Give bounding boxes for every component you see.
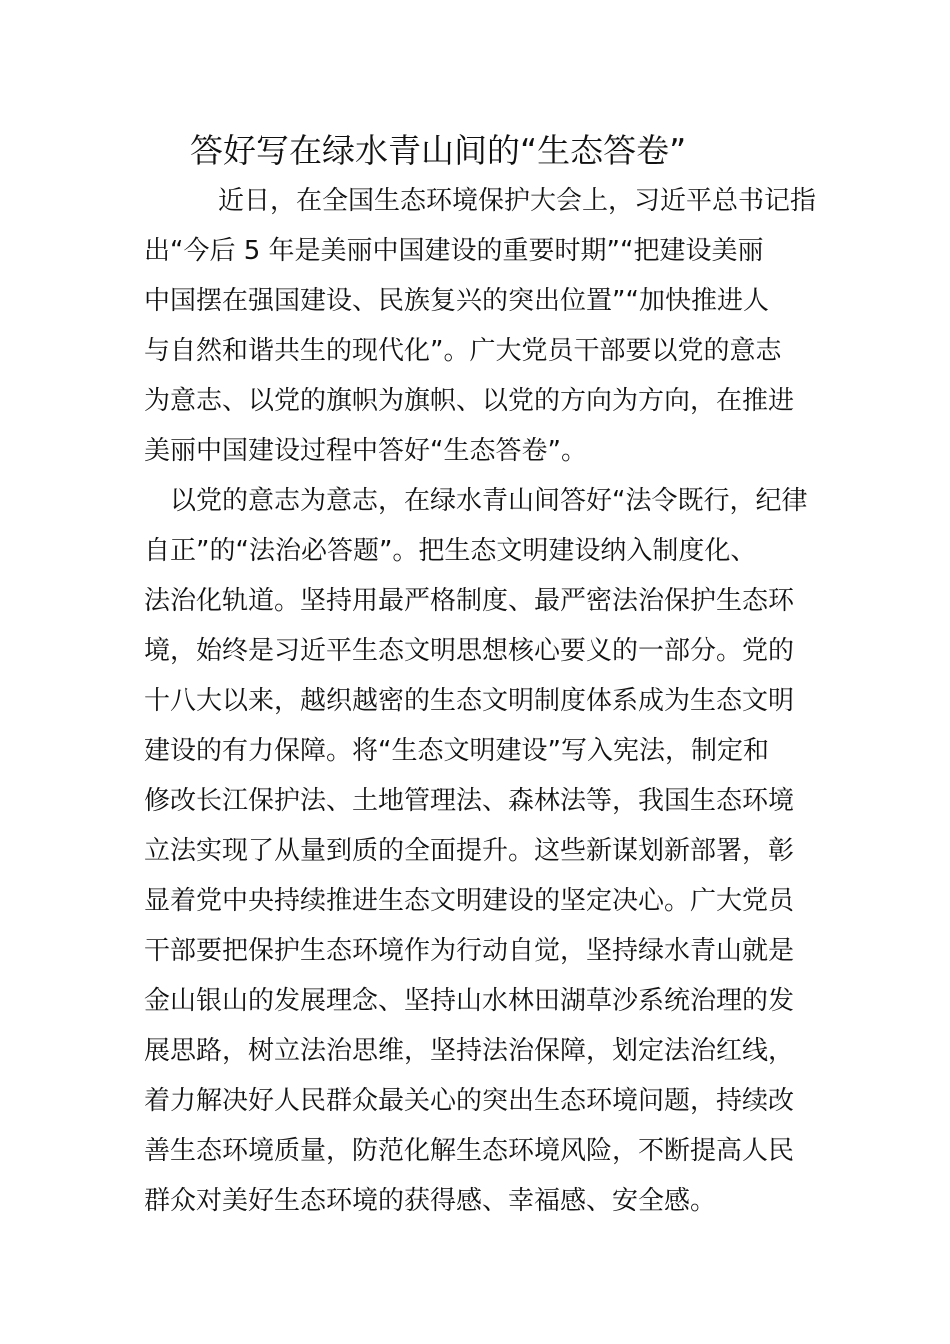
paragraph-line: 善生态环境质量，防范化解生态环境风险，不断提高人民 xyxy=(144,1136,795,1166)
paragraph-line: 境，始终是习近平生态文明思想核心要义的一部分。党的 xyxy=(144,636,795,666)
paragraph-line: 修改长江保护法、土地管理法、森林法等，我国生态环境 xyxy=(144,786,795,816)
paragraph-line: 建设的有力保障。将“生态文明建设”写入宪法，制定和 xyxy=(144,736,769,766)
paragraph-line: 展思路，树立法治思维，坚持法治保障，划定法治红线， xyxy=(144,1036,795,1066)
paragraph-line: 干部要把保护生态环境作为行动自觉，坚持绿水青山就是 xyxy=(144,936,795,966)
paragraph-line: 与自然和谐共生的现代化”。广大党员干部要以党的意志 xyxy=(144,336,782,366)
page-title: 答好写在绿水青山间的“生态答卷” xyxy=(190,131,687,170)
paragraph-line: 群众对美好生态环境的获得感、幸福感、安全感。 xyxy=(144,1186,717,1216)
paragraph-line: 着力解决好人民群众最关心的突出生态环境问题，持续改 xyxy=(144,1086,795,1116)
paragraph-line: 为意志、以党的旗帜为旗帜、以党的方向为方向，在推进 xyxy=(144,386,795,416)
paragraph-line: 自正”的“法治必答题”。把生态文明建设纳入制度化、 xyxy=(144,536,757,566)
paragraph-line: 近日，在全国生态环境保护大会上，习近平总书记指 xyxy=(218,186,817,216)
paragraph-line: 十八大以来，越织越密的生态文明制度体系成为生态文明 xyxy=(144,686,795,716)
paragraph-line: 显着党中央持续推进生态文明建设的坚定决心。广大党员 xyxy=(144,886,795,916)
paragraph-line: 出“今后 5 年是美丽中国建设的重要时期”“把建设美丽 xyxy=(144,236,764,266)
paragraph-line: 法治化轨道。坚持用最严格制度、最严密法治保护生态环 xyxy=(144,586,795,616)
paragraph-line: 以党的意志为意志，在绿水青山间答好“法令既行，纪律 xyxy=(170,486,808,516)
paragraph-line: 立法实现了从量到质的全面提升。这些新谋划新部署，彰 xyxy=(144,836,795,866)
paragraph-line: 金山银山的发展理念、坚持山水林田湖草沙系统治理的发 xyxy=(144,986,795,1016)
paragraph-line: 中国摆在强国建设、民族复兴的突出位置”“加快推进人 xyxy=(144,286,769,316)
paragraph-line: 美丽中国建设过程中答好“生态答卷”。 xyxy=(144,436,587,466)
